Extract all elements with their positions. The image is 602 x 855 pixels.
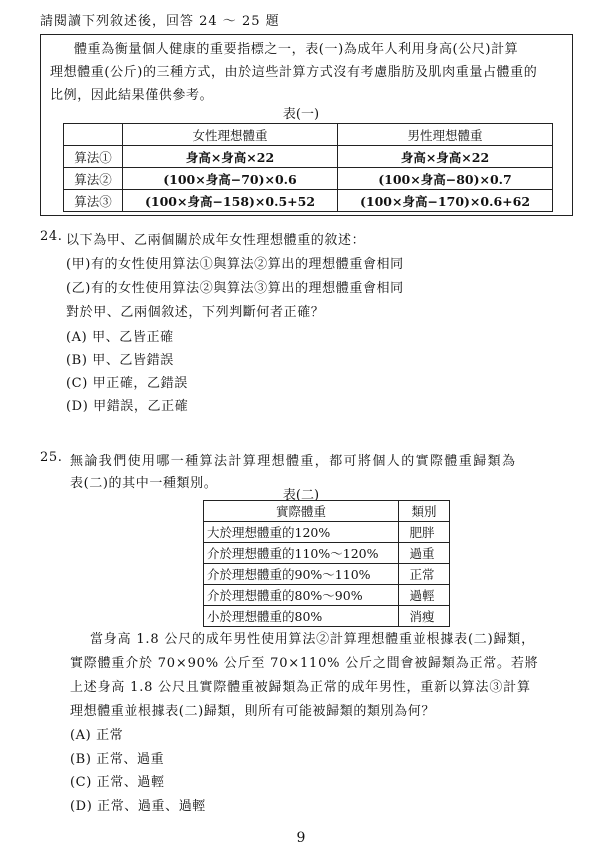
table2-cell: 大於理想體重的120%	[204, 522, 399, 543]
table1-row	[64, 146, 553, 168]
table2-title: 表(二)	[282, 488, 320, 503]
q25-body-line-4: 理想體重並根據表(二)歸類，則所有可能被歸類的類別為何？	[70, 704, 435, 719]
table2-header-row	[204, 501, 450, 522]
q25-body-line-3: 上述身高 1.8 公尺且實際體重被歸類為正常的成年男性，重新以算法③計算	[70, 680, 531, 695]
q25-body-line-2: 實際體重介於 70×90% 公斤至 70×110% 公斤之間會被歸類為正常。若將	[70, 656, 539, 671]
table2-row	[204, 564, 450, 585]
q24-option-c[interactable]: (C) 甲正確，乙錯誤	[66, 376, 188, 391]
table2-cell: 過重	[399, 543, 450, 564]
table2-header: 實際體重	[204, 501, 399, 522]
table2-cell: 正常	[399, 564, 450, 585]
table1-title: 表(一)	[282, 107, 320, 122]
table2-cell: 消瘦	[399, 606, 450, 627]
table1-cell: 算法②	[64, 168, 123, 190]
table2-cell: 介於理想體重的90%～110%	[204, 564, 399, 585]
table1-row	[64, 190, 553, 212]
table2-row	[204, 543, 450, 564]
q24-stem: 以下為甲、乙兩個關於成年女性理想體重的敘述：	[66, 233, 366, 248]
table1-cell: (100×身高−170)×0.6+62	[338, 190, 553, 212]
table1-cell: 身高×身高×22	[123, 146, 338, 168]
passage-line-3: 比例，因此結果僅供參考。	[50, 88, 214, 103]
table1-cell: (100×身高−80)×0.7	[338, 168, 553, 190]
table1-cell: (100×身高−70)×0.6	[123, 168, 338, 190]
table2-cell: 過輕	[399, 585, 450, 606]
table1-header: 女性理想體重	[123, 124, 338, 146]
table2	[203, 500, 450, 627]
q24-number: 24.	[40, 229, 63, 244]
table1-header: 男性理想體重	[338, 124, 553, 146]
passage-line-1: 體重為衡量個人健康的重要指標之一，表(一)為成年人利用身高(公尺)計算	[74, 42, 519, 57]
table2-row	[204, 585, 450, 606]
q25-body-line-1: 當身高 1.8 公尺的成年男性使用算法②計算理想體重並根據表(二)歸類，	[90, 632, 535, 647]
q25-option-a[interactable]: (A) 正常	[70, 728, 124, 743]
q24-option-b[interactable]: (B) 甲、乙皆錯誤	[66, 353, 174, 368]
q25-stem-line-1: 無論我們使用哪一種算法計算理想體重，都可將個人的實際體重歸類為	[70, 454, 517, 469]
q24-statement-a: (甲)有的女性使用算法①與算法②算出的理想體重會相同	[66, 257, 404, 272]
passage-line-2: 理想體重(公斤)的三種方式，由於這些計算方式沒有考慮脂肪及肌肉重量占體重的	[50, 65, 538, 80]
q25-option-c[interactable]: (C) 正常、過輕	[70, 775, 165, 790]
table2-cell: 介於理想體重的80%～90%	[204, 585, 399, 606]
table1-cell: 算法①	[64, 146, 123, 168]
table2-row	[204, 606, 450, 627]
table1-cell: 身高×身高×22	[338, 146, 553, 168]
table1-cell: 算法③	[64, 190, 123, 212]
table1-cell: (100×身高−158)×0.5+52	[123, 190, 338, 212]
table2-cell: 小於理想體重的80%	[204, 606, 399, 627]
table2-cell: 肥胖	[399, 522, 450, 543]
section-heading: 請閱讀下列敘述後，回答 24 ～ 25 題	[40, 14, 280, 29]
q25-number: 25.	[40, 450, 63, 465]
page-number: 9	[296, 830, 306, 846]
table2-cell: 介於理想體重的110%～120%	[204, 543, 399, 564]
table1-header	[64, 124, 123, 146]
table1-header-row	[64, 124, 553, 146]
q24-option-a[interactable]: (A) 甲、乙皆正確	[66, 330, 174, 345]
q25-option-b[interactable]: (B) 正常、過重	[70, 752, 165, 767]
q24-statement-b: (乙)有的女性使用算法②與算法③算出的理想體重會相同	[66, 281, 404, 296]
q25-option-d[interactable]: (D) 正常、過重、過輕	[70, 799, 206, 814]
q25-stem-line-2: 表(二)的其中一種類別。	[70, 476, 218, 491]
table2-row	[204, 522, 450, 543]
q24-prompt: 對於甲、乙兩個敘述，下列判斷何者正確？	[66, 305, 325, 320]
q24-option-d[interactable]: (D) 甲錯誤，乙正確	[66, 399, 189, 414]
table2-header: 類別	[399, 501, 450, 522]
table1	[63, 123, 553, 212]
table1-row	[64, 168, 553, 190]
